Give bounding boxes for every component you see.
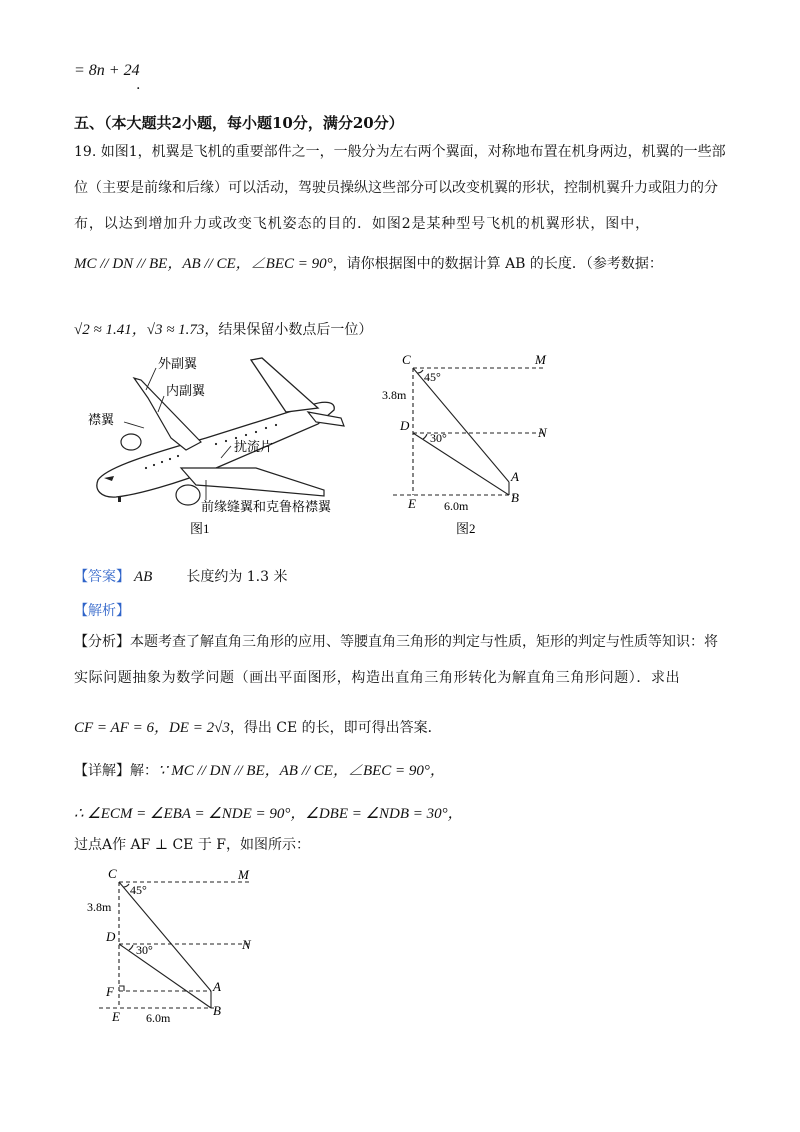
section-title: 五、（本大题共2小题，每小题10分，满分20分） [74,114,404,132]
detail-tag: 【详解】解： [74,763,158,779]
point-f: F [106,984,114,999]
right-angle-mark-f [119,986,124,991]
figure-1-airplane [86,350,376,540]
q19-line3: 布，以达到增加升力或改变飞机姿态的目的．如图2是某种型号飞机的机翼形状，图中， [74,216,651,232]
label-flap: 襟翼 [88,412,115,427]
length-label-ce: 3.8m [87,900,112,914]
segment-ca [413,368,509,482]
point-a: A [511,469,519,484]
length-label-eb: 6.0m [146,1011,171,1025]
period-mark: . [136,77,141,93]
point-b: B [213,1003,221,1018]
angle-label-45: 45° [424,370,441,384]
point-d: D [106,929,116,944]
q19-condition-text: ，请你根据图中的数据计算 AB 的长度．（参考数据： [332,256,663,272]
angle-arc-30 [423,434,427,439]
label-spoiler: 扰流片 [234,439,274,454]
answer-text: 长度约为 1.3 米 [186,569,288,585]
analysis-line2: 实际问题抽象为数学问题（画出平面图形，构造出直角三角形转化为解直角三角形问题）．求出 [74,670,681,686]
detail-line2: ∴ ∠ECM = ∠EBA = ∠NDE = 90°，∠DBE = ∠NDB = 30°， [74,806,463,822]
analysis-math: CF = AF = 6，DE = 2√3 [74,720,230,736]
answer-tag: 【答案】 [74,569,130,585]
segment-db [413,433,509,495]
q19-line1: 19. 如图1，机翼是飞机的重要部件之一，一般分为左右两个翼面，对称地布置在机身两边，机翼的一些部 [74,144,726,160]
angle-label-45: 45° [130,883,147,897]
angle-arc-30 [129,945,133,950]
point-c: C [108,866,117,881]
segment-db [119,944,211,1008]
analysis-line3 [74,716,442,737]
analysis-line1: 【分析】本题考查了解直角三角形的应用、等腰直角三角形的判定与性质，矩形的判定与性质等知识：将 [74,634,718,650]
analysis-text: ，得出 CE 的长，即可得出答案． [229,720,442,736]
detail-line1 [74,759,445,780]
point-e: E [408,496,416,511]
q19-line4 [74,252,663,273]
engine-upper-shape [121,434,141,450]
point-n: N [242,937,251,952]
point-d: D [400,418,410,433]
top-formula: = 8n + 24 [74,62,140,79]
point-a: A [213,979,221,994]
analysis-tag: 【解析】 [74,603,130,619]
detail-line3: 过点A作 AF ⊥ CE 于 F，如图所示： [74,837,310,853]
segment-ca [119,882,211,991]
q19-condition-math: MC // DN // BE，AB // CE，∠BEC = 90° [74,256,333,272]
q19-line5 [74,318,372,339]
point-m: M [535,352,546,367]
figure-1-caption: 图1 [190,521,210,536]
point-m: M [238,867,249,882]
tail-fin-shape [251,358,318,412]
q19-reference-text: ，结果保留小数点后一位） [204,322,373,338]
q19-line2: 位（主要是前缘和后缘）可以活动，驾驶员操纵这些部分可以改变机翼的形状，控制机翼升力或阻力的分 [74,180,718,196]
point-b: B [511,490,519,505]
length-label-eb: 6.0m [444,499,469,513]
angle-label-30: 30° [430,431,447,445]
angle-label-30: 30° [136,943,153,957]
q19-reference-math: √2 ≈ 1.41，√3 ≈ 1.73 [74,322,205,338]
detail-math1: ∵ MC // DN // BE，AB // CE，∠BEC = 90°， [158,763,445,779]
figure-3-geometry [84,862,264,1032]
label-outer-aileron: 外副翼 [158,356,198,371]
answer-math: AB [134,569,153,585]
label-leading-edge: 前缘缝翼和克鲁格襟翼 [201,499,332,514]
length-label-ce: 3.8m [382,388,407,402]
label-inner-aileron: 内副翼 [166,383,206,398]
engine-lower-shape [176,485,200,505]
angle-arc-45 [417,370,423,373]
answer-line [74,566,288,586]
figure-2-caption: 图2 [456,521,476,536]
angle-arc-45 [123,884,129,887]
lower-wing-shape [181,468,324,496]
point-c: C [402,352,411,367]
landing-gear-shape [118,496,121,502]
figure-2-geometry [378,350,558,540]
point-n: N [538,425,547,440]
point-e: E [112,1009,120,1024]
